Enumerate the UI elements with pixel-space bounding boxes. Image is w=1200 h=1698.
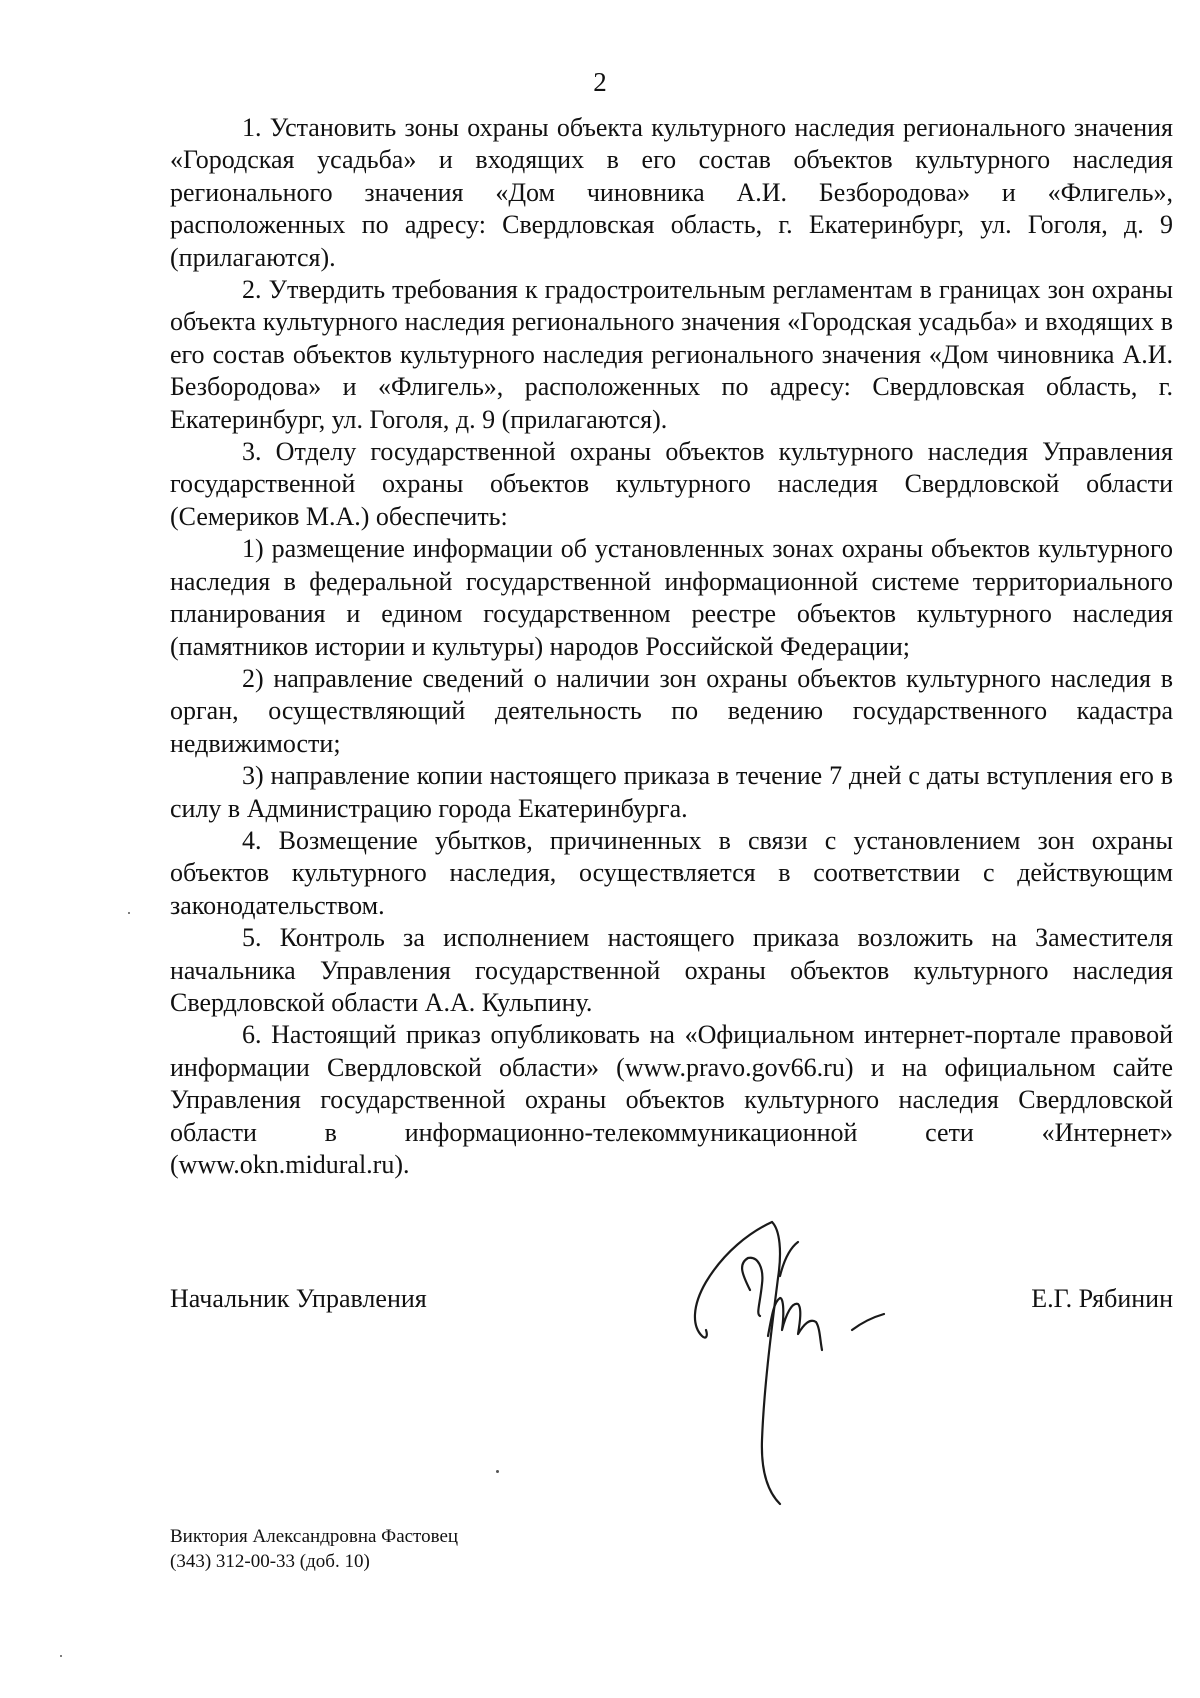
paragraph-subitem-3: 3) направление копии настоящего приказа в течение 7 дней с даты вступления его в силу в Администрацию города Екатеринбурга. xyxy=(170,761,1173,823)
paragraph-item-4: 4. Возмещение убытков, причиненных в связи с установлением зон охраны объектов культурного наследия, осуществляется в соответствии с действующим законодательством. xyxy=(170,825,1173,920)
paragraph-item-2: 2. Утвердить требования к градостроительным регламентам в границах зон охраны объекта культурного наследия регионального значения «Городская усадьба» и входящих в его состав объектов культурного наследия регионального значения «Дом чиновника А.И. Безбородова» и «Флигель», расположенных по адресу: Свердловская область, г. Екатеринбург, ул. Гоголя, д. 9 (прилагаются). xyxy=(170,275,1173,434)
executor-phone: (343) 312-00-33 (доб. 10) xyxy=(170,1551,370,1572)
paragraph-subitem-1: 1) размещение информации об установленных зонах охраны объектов культурного наследия в федеральной государственной информационной системе территориального планирования и едином государственном реестре объектов культурного наследия (памятников истории и культуры) народов Российской Федерации; xyxy=(170,534,1173,661)
signer-title: Начальник Управления xyxy=(170,1284,427,1313)
signer-name: Е.Г. Рябинин xyxy=(1031,1284,1173,1313)
executor-info xyxy=(170,1524,458,1574)
paragraph-item-5: 5. Контроль за исполнением настоящего приказа возложить на Заместителя начальника Управления государственной охраны объектов культурного наследия Свердловской области А.А. Кульпину. xyxy=(170,923,1173,1017)
scan-speck xyxy=(496,1470,499,1473)
handwritten-signature xyxy=(680,1218,910,1508)
paragraph-item-3: 3. Отделу государственной охраны объектов культурного наследия Управления государственной охраны объектов культурного наследия Свердловской области (Семериков М.А.) обеспечить: xyxy=(170,437,1173,531)
paragraph-item-1: 1. Установить зоны охраны объекта культурного наследия регионального значения «Городская усадьба» и входящих в его состав объектов культурного наследия регионального значения «Дом чиновника А.И. Безбородова» и «Флигель», расположенных по адресу: Свердловская область, г. Екатеринбург, ул. Гоголя, д. 9 (прилагаются). xyxy=(170,113,1173,272)
scan-speck xyxy=(60,1655,62,1657)
executor-name: Виктория Александровна Фастовец xyxy=(170,1526,459,1547)
page-number: 2 xyxy=(593,67,607,97)
document-body xyxy=(170,112,1173,1181)
signature-block xyxy=(170,1283,1173,1319)
paragraph-subitem-2: 2) направление сведений о наличии зон охраны объектов культурного наследия в орган, осуществляющий деятельность по ведению государственного кадастра недвижимости; xyxy=(170,663,1173,758)
paragraph-item-6: 6. Настоящий приказ опубликовать на «Официальном интернет-портале правовой информации Свердловской области» (www.pravo.gov66.ru) и на официальном сайте Управления государственной охраны объектов культурного наследия Свердловской области в информационно-телекоммуникационной сети «Интернет» (www.okn.midural.ru). xyxy=(170,1020,1173,1179)
scan-speck xyxy=(128,912,130,914)
